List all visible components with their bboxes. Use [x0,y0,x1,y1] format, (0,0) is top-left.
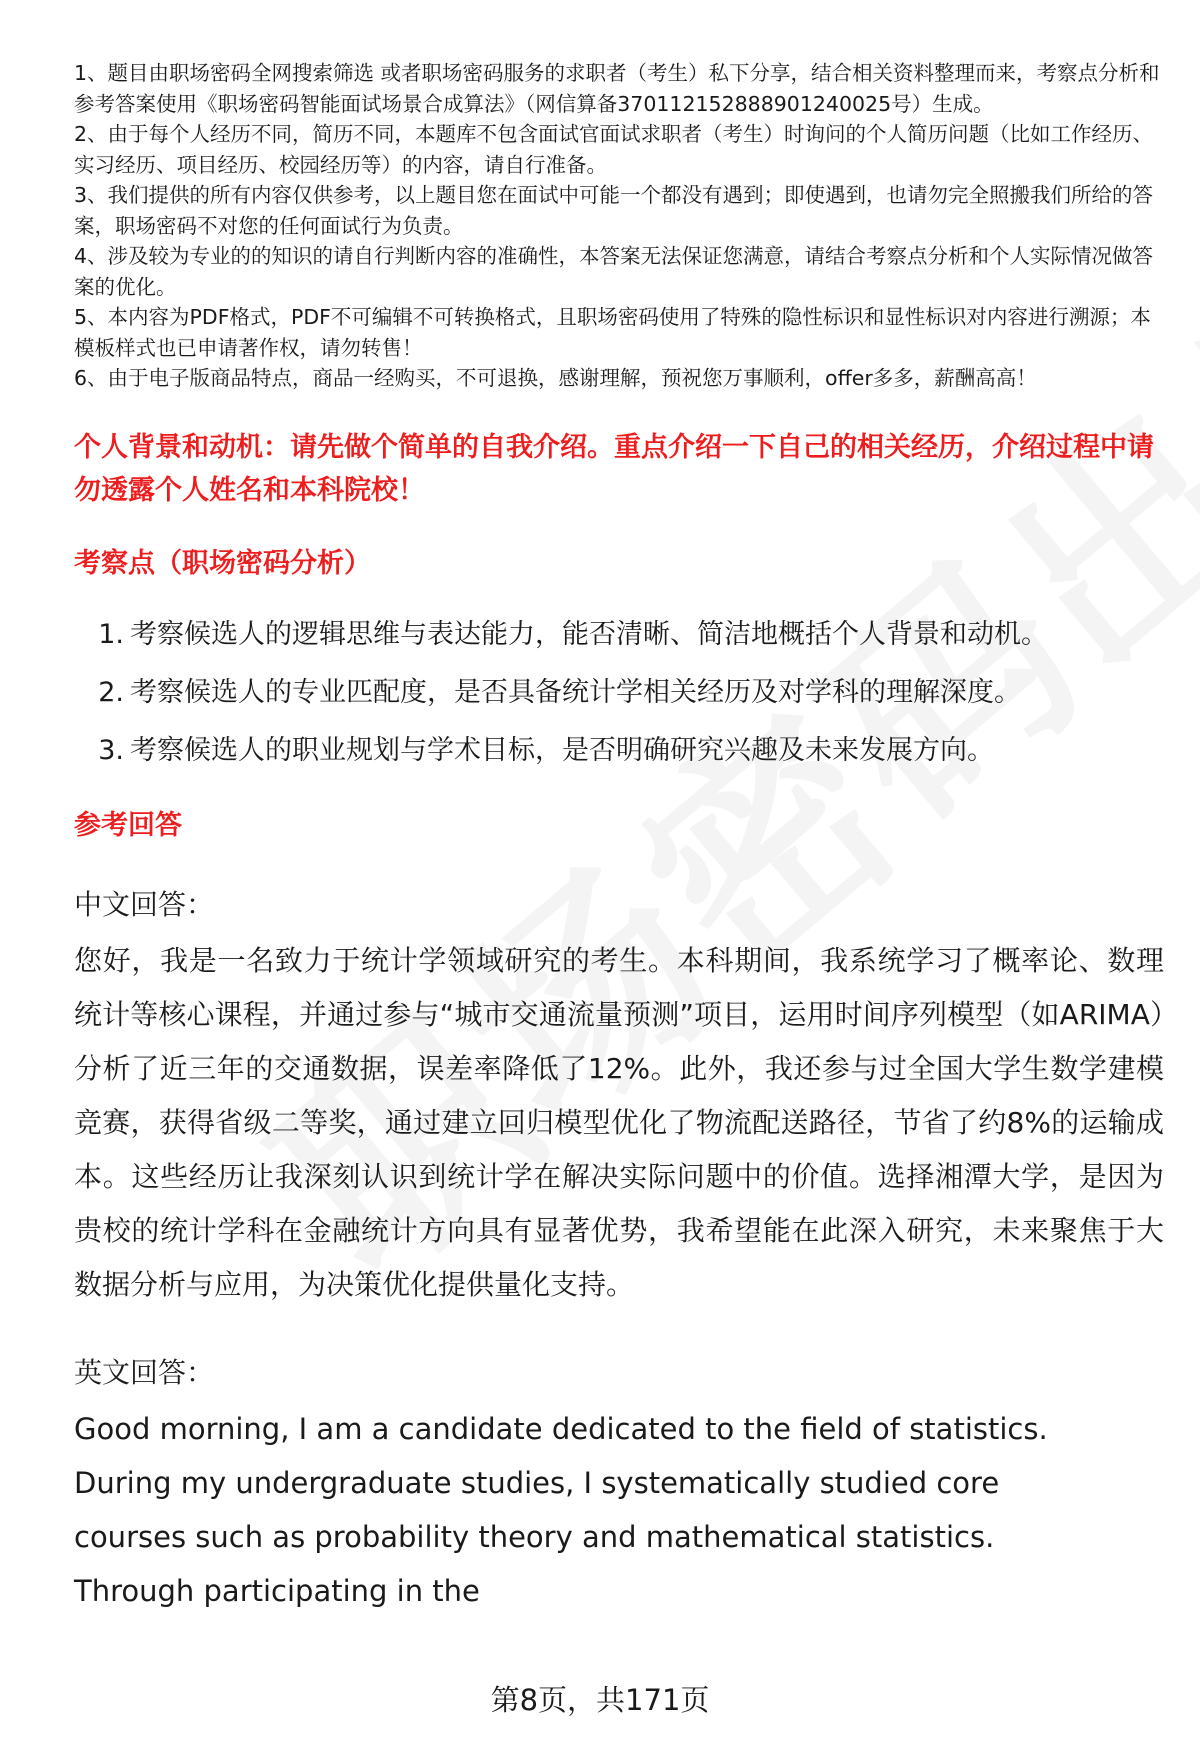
disclaimer-notes [74,58,1164,394]
document-page [74,58,1164,1618]
disclaimer-note: 3、我们提供的所有内容仅供参考，以上题目您在面试中可能一个都没有遇到；即使遇到，也请勿完全照搬我们所给的答案，职场密码不对您的任何面试行为负责。 [74,183,1154,238]
list-number: 1. [98,618,124,650]
disclaimer-note: 1、题目由职场密码全网搜索筛选 或者职场密码服务的求职者（考生）私下分享，结合相关资料整理而来，考察点分析和参考答案使用《职场密码智能面试场景合成算法》（网信算备370112152888901240025号）生成。 [74,61,1160,116]
list-text: 考察候选人的逻辑思维与表达能力，能否清晰、简洁地概括个人背景和动机。 [130,618,1048,650]
list-number: 3. [98,734,124,766]
chinese-answer-text: 您好，我是一名致力于统计学领域研究的考生。本科期间，我系统学习了概率论、数理统计等核心课程，并通过参与“城市交通流量预测”项目，运用时间序列模型（如ARIMA）分析了近三年的交通数据，误差率降低了12%。此外，我还参与过全国大学生数学建模竞赛，获得省级二等奖，通过建立回归模型优化了物流配送路径，节省了约8%的运输成本。这些经历让我深刻认识到统计学在解决实际问题中的价值。选择湘潭大学，是因为贵校的统计学科在金融统计方向具有显著优势，我希望能在此深入研究，未来聚焦于大数据分析与应用，为决策优化提供量化支持。 [74,943,1164,1301]
list-number: 2. [98,676,124,708]
page-number-footer: 第8页，共171页 [490,1683,710,1717]
list-item [74,606,1164,664]
points-list [74,606,1164,780]
english-answer-label: 英文回答： [74,1355,215,1389]
question-title: 个人背景和动机：请先做个简单的自我介绍。重点介绍一下自己的相关经历，介绍过程中请勿透露个人姓名和本科院校！ [74,431,1154,506]
list-item [74,722,1164,780]
answer-heading: 参考回答 [74,809,182,841]
english-answer-text: Good morning, I am a candidate dedicated to the field of statistics. During my undergraduate studies, I systematically studied core courses such as probability theory and mathematical statistics. Through participating in the [74,1411,1048,1608]
disclaimer-note: 2、由于每个人经历不同，简历不同，本题库不包含面试官面试求职者（考生）时询问的个人简历问题（比如工作经历、实习经历、项目经历、校园经历等）的内容，请自行准备。 [74,122,1154,177]
chinese-answer-label: 中文回答： [74,887,215,921]
list-item [74,664,1164,722]
disclaimer-note: 6、由于电子版商品特点，商品一经购买，不可退换，感谢理解，预祝您万事顺利，offer多多，薪酬高高！ [74,366,1037,390]
points-heading: 考察点（职场密码分析） [74,547,371,579]
disclaimer-note: 5、本内容为PDF格式，PDF不可编辑不可转换格式，且职场密码使用了特殊的隐性标识和显性标识对内容进行溯源；本模板样式也已申请著作权，请勿转售！ [74,305,1151,360]
list-text: 考察候选人的专业匹配度，是否具备统计学相关经历及对学科的理解深度。 [130,676,1021,708]
disclaimer-note: 4、涉及较为专业的的知识的请自行判断内容的准确性，本答案无法保证您满意，请结合考察点分析和个人实际情况做答案的优化。 [74,244,1154,299]
list-text: 考察候选人的职业规划与学术目标，是否明确研究兴趣及未来发展方向。 [130,734,994,766]
